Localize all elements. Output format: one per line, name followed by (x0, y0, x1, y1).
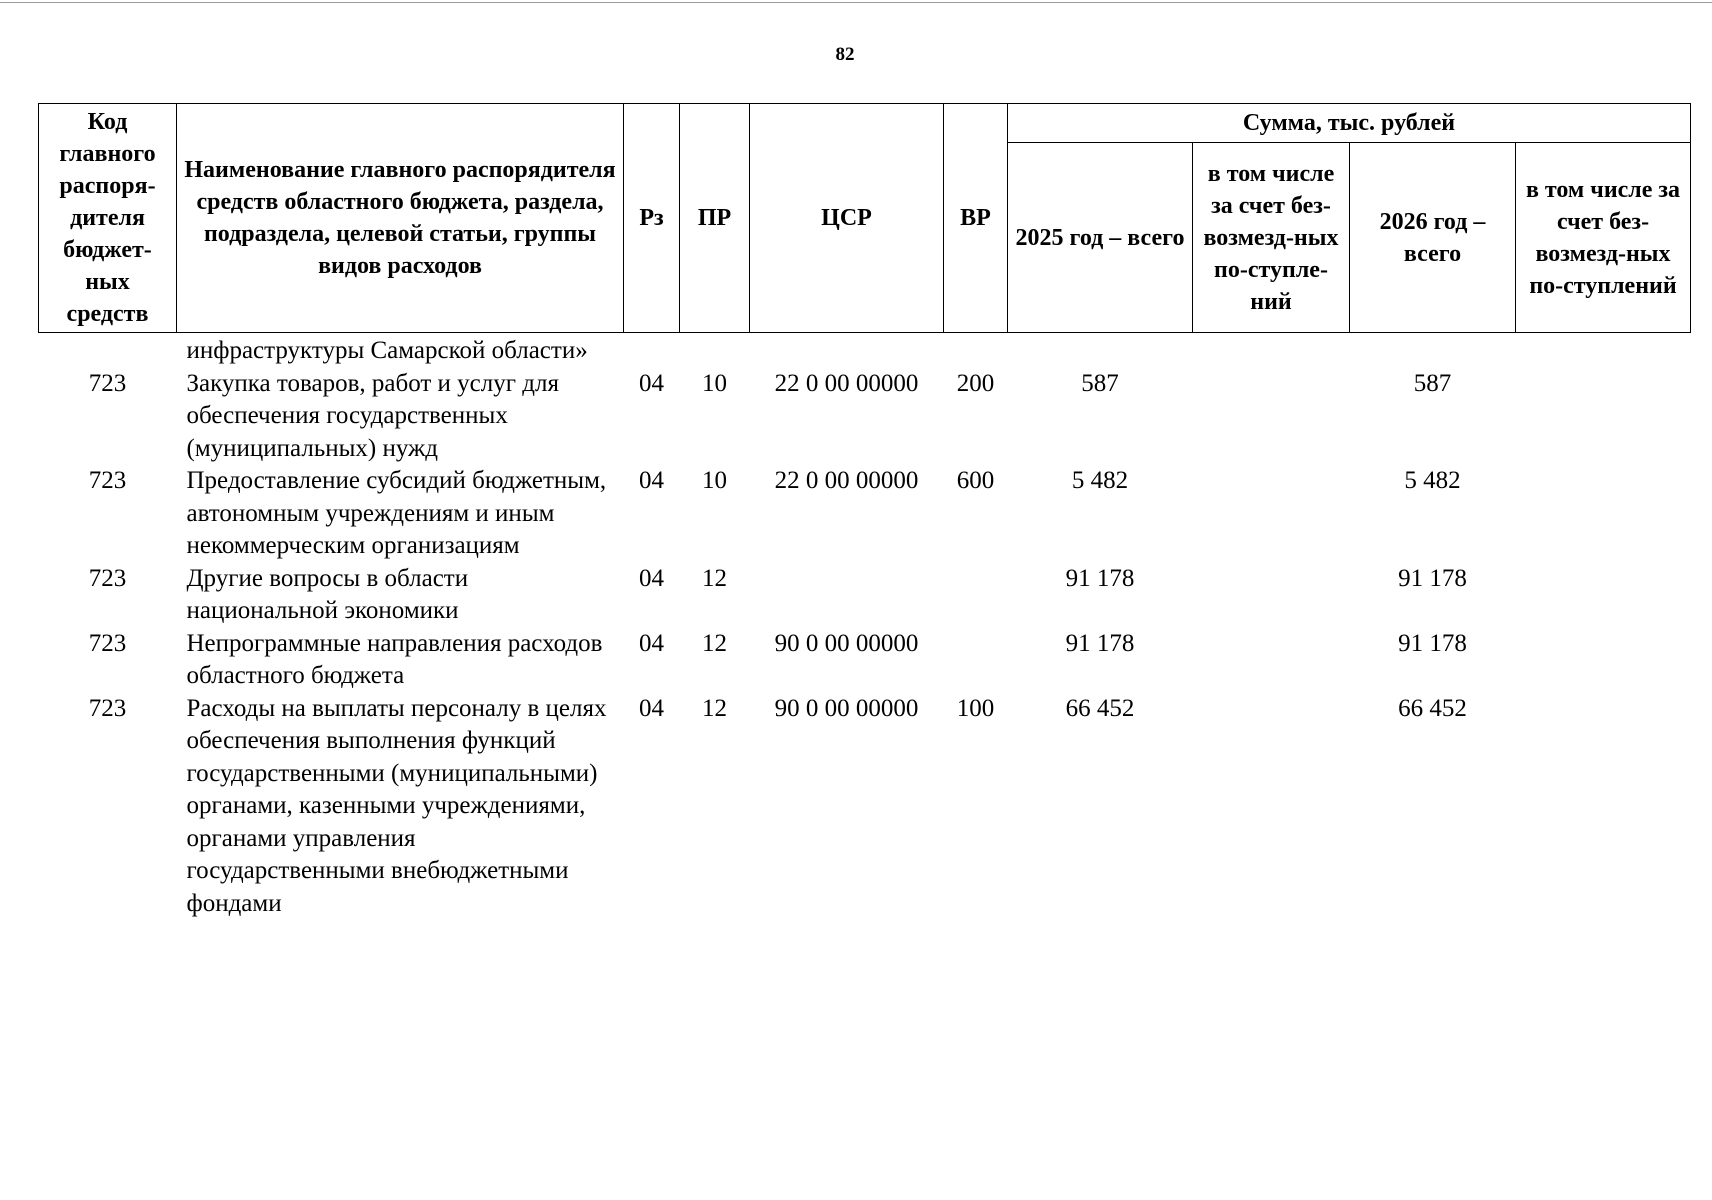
table-row (39, 465, 1691, 563)
header-vr: ВР (944, 104, 1008, 333)
cell-csr: 22 0 00 00000 (774, 467, 919, 494)
cell-2026-total (1350, 335, 1516, 368)
header-pr: ПР (680, 104, 750, 333)
cell-2026-free (1516, 693, 1691, 921)
cell-pr: 12 (702, 694, 727, 722)
cell-vr: 200 (956, 369, 995, 397)
cell-vr (944, 628, 1008, 693)
cell-pr: 12 (702, 629, 727, 657)
cell-2025-total: 587 (1081, 369, 1119, 397)
header-sum-group: Сумма, тыс. рублей (1008, 104, 1691, 143)
page-number: 82 (835, 44, 855, 65)
table-body (39, 333, 1691, 921)
cell-2026-total: 5 482 (1404, 467, 1461, 494)
cell-pr (680, 335, 750, 368)
header-name: Наименование главного распорядителя средств областного бюджета, раздела, подраздела, целевой статьи, группы видов расходов (177, 104, 624, 333)
cell-2026-free (1516, 368, 1691, 466)
header-2026-total: 2026 год – всего (1350, 143, 1516, 333)
cell-code (39, 335, 177, 368)
cell-csr (750, 563, 944, 628)
cell-name: Расходы на выплаты персоналу в целях обеспечения выполнения функций государственными (муниципальными) органами, казенными учреждениями, органами управления государственными внебюджетными фондами (186, 694, 607, 917)
header-2026-free: в том числе за счет без-возмезд-ных по-ступлений (1516, 143, 1691, 333)
table-row (39, 693, 1691, 921)
cell-vr (944, 563, 1008, 628)
cell-vr: 100 (956, 694, 995, 722)
header-csr: ЦСР (750, 104, 944, 333)
cell-rz (624, 335, 680, 368)
header-rz: Рз (624, 104, 680, 333)
cell-2025-free (1193, 465, 1350, 563)
cell-csr: 90 0 00 00000 (774, 629, 919, 657)
cell-2025-total (1008, 335, 1193, 368)
budget-table (38, 103, 1691, 920)
cell-csr (750, 335, 944, 368)
cell-csr: 90 0 00 00000 (774, 694, 919, 722)
cell-code: 723 (88, 629, 127, 657)
cell-rz: 04 (639, 369, 664, 397)
cell-code: 723 (88, 369, 127, 397)
cell-rz: 04 (639, 467, 664, 494)
cell-2026-total: 66 452 (1398, 694, 1467, 722)
header-code: Код главного распоря-дителя бюджет-ных средств (39, 104, 177, 333)
cell-2026-total: 587 (1413, 369, 1452, 397)
cell-2025-free (1193, 693, 1350, 921)
cell-name: Непрограммные направления расходов областного бюджета (186, 629, 603, 689)
cell-2025-total: 91 178 (1065, 564, 1135, 592)
cell-rz: 04 (639, 629, 664, 657)
table-header (39, 104, 1691, 333)
table-row (39, 563, 1691, 628)
cell-name: инфраструктуры Самарской области» (186, 337, 588, 364)
cell-2026-free (1516, 628, 1691, 693)
cell-2025-total: 91 178 (1065, 629, 1135, 657)
cell-pr: 10 (702, 369, 727, 397)
cell-name: Предоставление субсидий бюджетным, автономным учреждениям и иным некоммерческим организациям (186, 467, 607, 559)
cell-2026-free (1516, 465, 1691, 563)
cell-code: 723 (88, 564, 127, 592)
cell-code: 723 (88, 467, 127, 494)
cell-rz: 04 (639, 564, 664, 592)
cell-code: 723 (88, 694, 127, 722)
cell-2025-free (1193, 335, 1350, 368)
cell-2026-free (1516, 335, 1691, 368)
cell-vr: 600 (956, 467, 995, 494)
cell-2026-free (1516, 563, 1691, 628)
cell-2025-total: 5 482 (1071, 467, 1129, 494)
cell-pr: 10 (702, 467, 727, 494)
cell-csr: 22 0 00 00000 (774, 369, 919, 397)
scan-edge-line (0, 2, 1712, 3)
table-row (39, 628, 1691, 693)
cell-2025-free (1193, 563, 1350, 628)
budget-table-container (38, 103, 1690, 920)
cell-2025-total: 66 452 (1065, 694, 1135, 722)
cell-2025-free (1193, 368, 1350, 466)
cell-2025-free (1193, 628, 1350, 693)
header-2025-free: в том числе за счет без-возмезд-ных по-ступле-ний (1193, 143, 1350, 333)
cell-pr: 12 (702, 564, 727, 592)
cell-rz: 04 (639, 694, 664, 722)
table-row (39, 335, 1691, 368)
cell-name: Другие вопросы в области национальной экономики (186, 564, 469, 624)
cell-2026-total: 91 178 (1398, 629, 1467, 657)
cell-2026-total: 91 178 (1398, 564, 1467, 592)
cell-vr (944, 335, 1008, 368)
table-row (39, 368, 1691, 466)
cell-name: Закупка товаров, работ и услуг для обеспечения государственных (муниципальных) нужд (186, 369, 559, 462)
header-2025-total: 2025 год – всего (1008, 143, 1193, 333)
